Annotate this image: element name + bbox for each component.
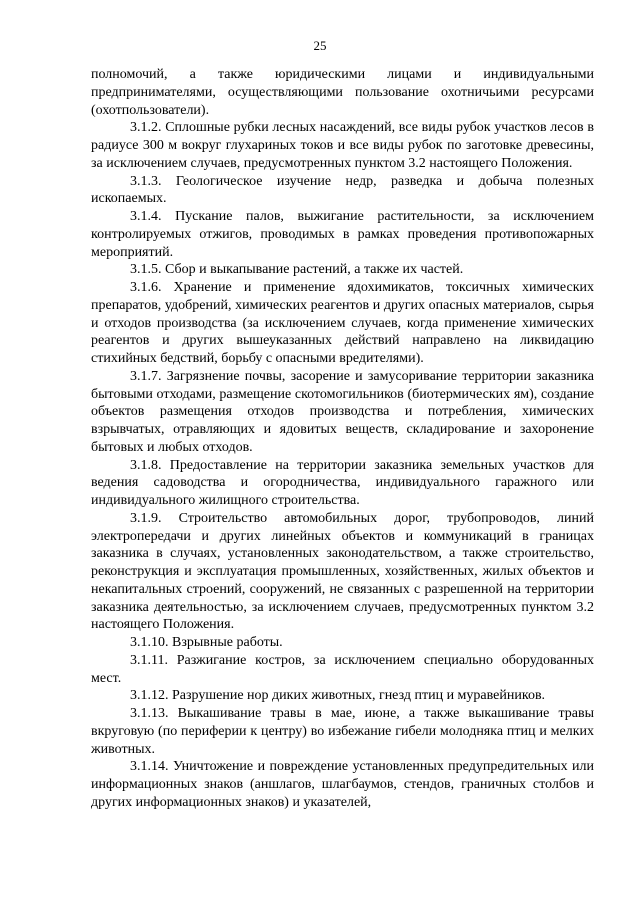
paragraph-3-1-10: 3.1.10. Взрывные работы. — [130, 635, 283, 650]
paragraph-3-1-5: 3.1.5. Сбор и выкапывание растений, а также их частей. — [130, 262, 464, 278]
paragraph-3-1-2: 3.1.2. Сплошные рубки лесных насаждений, все виды рубок участков лесов в радиусе 300 м вокруг глухариных токов и все виды рубок по заготовке древесины, за исключением случаев, предусмотренных пунктом 3.2 настоящего Положения. — [91, 120, 594, 171]
paragraph-3-1-8: 3.1.8. Предоставление на территории заказника земельных участков для ведения садоводства и огородничества, индивидуального гаражного или индивидуального жилищного строительства. — [91, 457, 594, 508]
paragraph-3-1-13: 3.1.13. Выкашивание травы в мае, июне, а также выкашивание травы вкруговую (по периферии к центру) во избежание гибели молодняка птиц и мелких животных. — [91, 706, 594, 757]
paragraph-3-1-3: 3.1.3. Геологическое изучение недр, разведка и добыча полезных ископаемых. — [91, 173, 594, 207]
paragraph-3-1-14: 3.1.14. Уничтожение и повреждение установленных предупредительных или информационных знаков (аншлагов, шлагбаумов, стендов, граничных столбов и других информационных знаков) и указателей, — [91, 759, 594, 810]
paragraph-3-1-12: 3.1.12. Разрушение нор диких животных, гнезд птиц и муравейников. — [130, 688, 546, 704]
paragraph-3-1-4: 3.1.4. Пускание палов, выжигание растительности, за исключением контролируемых отжигов, проводимых в рамках проведения противопожарных мероприятий. — [91, 209, 594, 260]
paragraph-3-1-7: 3.1.7. Загрязнение почвы, засорение и замусоривание территории заказника бытовыми отходами, размещение скотомогильников (биотермических ям), создание объектов размещения отходов производства и потребления, химических взрывчатых, отравляющих и ядовитых веществ, складирование и захоронение бытовых и любых отходов. — [91, 368, 594, 455]
paragraph-3-1-6: 3.1.6. Хранение и применение ядохимикатов, токсичных химических препаратов, удобрений, химических реагентов и других опасных материалов, сырья и отходов производства (за исключением случаев, когда применение химических реагентов и других вышеуказанных действий направлено на ликвидацию стихийных бедствий, борьбу с опасными вредителями). — [91, 280, 594, 366]
paragraph-3-1-11: 3.1.11. Разжигание костров, за исключением специально оборудованных мест. — [91, 652, 594, 686]
page-number: 25 — [313, 38, 327, 53]
paragraph-3-1-9: 3.1.9. Строительство автомобильных дорог, трубопроводов, линий электропередачи и других линейных объектов и коммуникаций в границах заказника в случаях, установленных законодательством, а также строительство, реконструкция и эксплуатация промышленных, хозяйственных, жилых объектов и некапитальных строений, сооружений, не связанных с разрешенной на территории заказника деятельностью, за исключением случаев, предусмотренных пунктом 3.2 настоящего Положения. — [91, 510, 594, 633]
document-body — [91, 66, 594, 812]
paragraph-continuation: полномочий, а также юридическими лицами и индивидуальными предпринимателями, осуществляющими пользование охотничьими ресурсами (охотпользователи). — [91, 67, 594, 118]
